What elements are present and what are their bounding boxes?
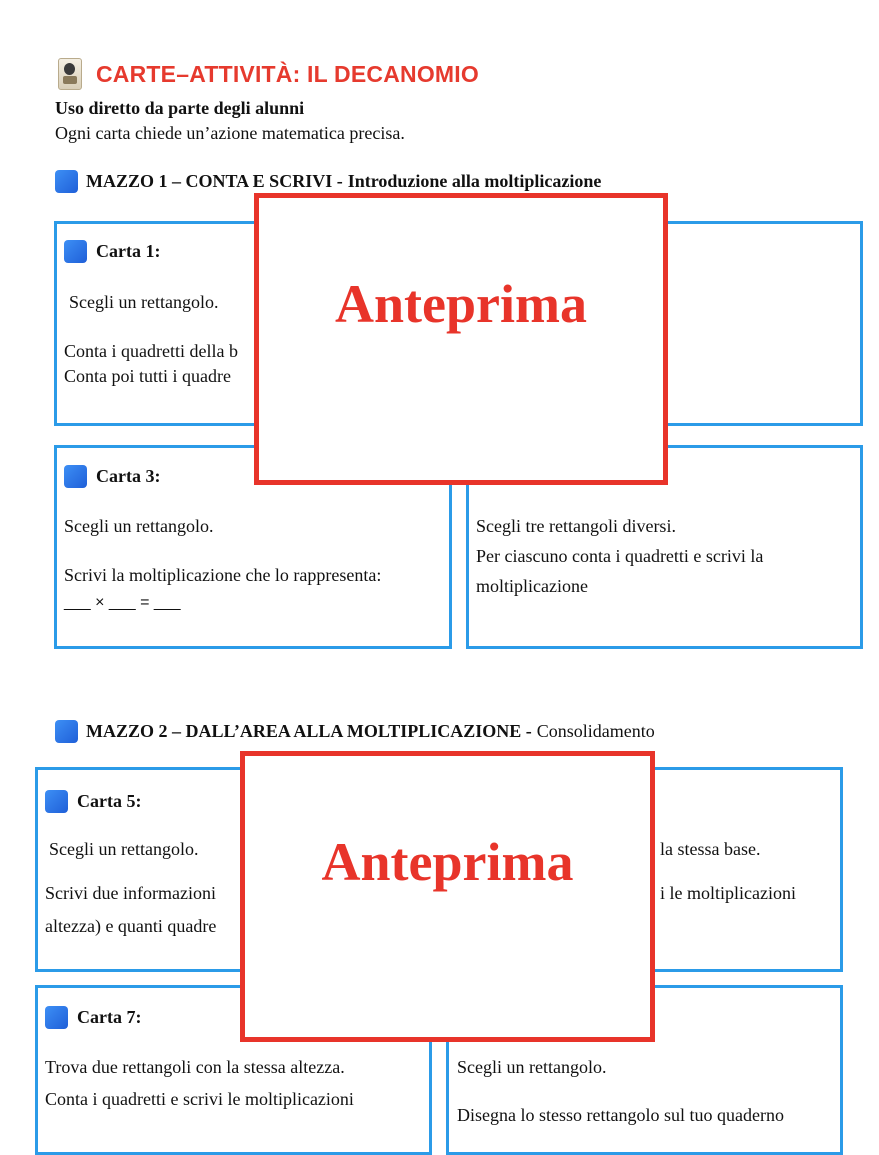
preview-watermark [240,751,655,1042]
card-3-line-1: Scegli un rettangolo. [64,516,214,536]
card-3-line-2: Scrivi la moltiplicazione che lo rappresenta: [64,565,382,585]
blue-square-icon [64,465,87,488]
page-header [58,58,479,90]
card-7-heading: Carta 7: [45,1002,141,1032]
deck2-title-bold: MAZZO 2 – DALL’AREA ALLA MOLTIPLICAZIONE - [86,721,532,741]
page-subtitle: Uso diretto da parte degli alunni [55,98,305,118]
card-4-line-3: moltiplicazione [476,576,588,596]
page-description: Ogni carta chiede un’azione matematica precisa. [55,123,405,143]
preview-watermark [254,193,668,485]
preview-watermark-label: Anteprima [335,274,587,334]
card-5-line-2: Scrivi due informazioni [45,883,216,903]
card-7-line-1: Trova due rettangoli con la stessa altezza. [45,1057,345,1077]
card-5-heading: Carta 5: [45,786,141,816]
card-6-line-1: la stessa base. [660,839,761,859]
card-4-line-1: Scegli tre rettangoli diversi. [476,516,676,536]
card-8-line-1: Scegli un rettangolo. [457,1057,607,1077]
page-title: CARTE–ATTIVITÀ: IL DECANOMIO [96,60,479,87]
card-1-line-1: Scegli un rettangolo. [69,292,219,312]
card-7-line-2: Conta i quadretti e scrivi le moltiplicazioni [45,1089,354,1109]
blue-square-icon [64,240,87,263]
card-4-line-2: Per ciascuno conta i quadretti e scrivi la [476,546,764,566]
card-3-heading: Carta 3: [64,461,160,491]
deck1-title-bold: MAZZO 1 – CONTA E SCRIVI - [86,171,343,191]
deck2-title-rest: Consolidamento [536,721,655,741]
card-1-heading: Carta 1: [64,236,160,266]
card-1-line-3: Conta poi tutti i quadre [64,366,231,386]
joker-card-icon [58,58,82,90]
deck2-heading [55,720,655,743]
card-5-line-1: Scegli un rettangolo. [49,839,199,859]
card-8-line-2: Disegna lo stesso rettangolo sul tuo quaderno [457,1105,784,1125]
card-1-line-2: Conta i quadretti della b [64,341,238,361]
card-5-line-3: altezza) e quanti quadre [45,916,217,936]
blue-square-icon [55,720,78,743]
blue-square-icon [55,170,78,193]
preview-watermark-label: Anteprima [321,832,574,892]
card-6-line-2: i le moltiplicazioni [660,883,796,903]
card-3-line-3: ___ × ___ = ___ [64,594,181,611]
blue-square-icon [45,1006,68,1029]
deck1-heading [55,170,606,193]
blue-square-icon [45,790,68,813]
deck1-title-rest: Introduzione alla moltiplicazione [347,171,602,191]
